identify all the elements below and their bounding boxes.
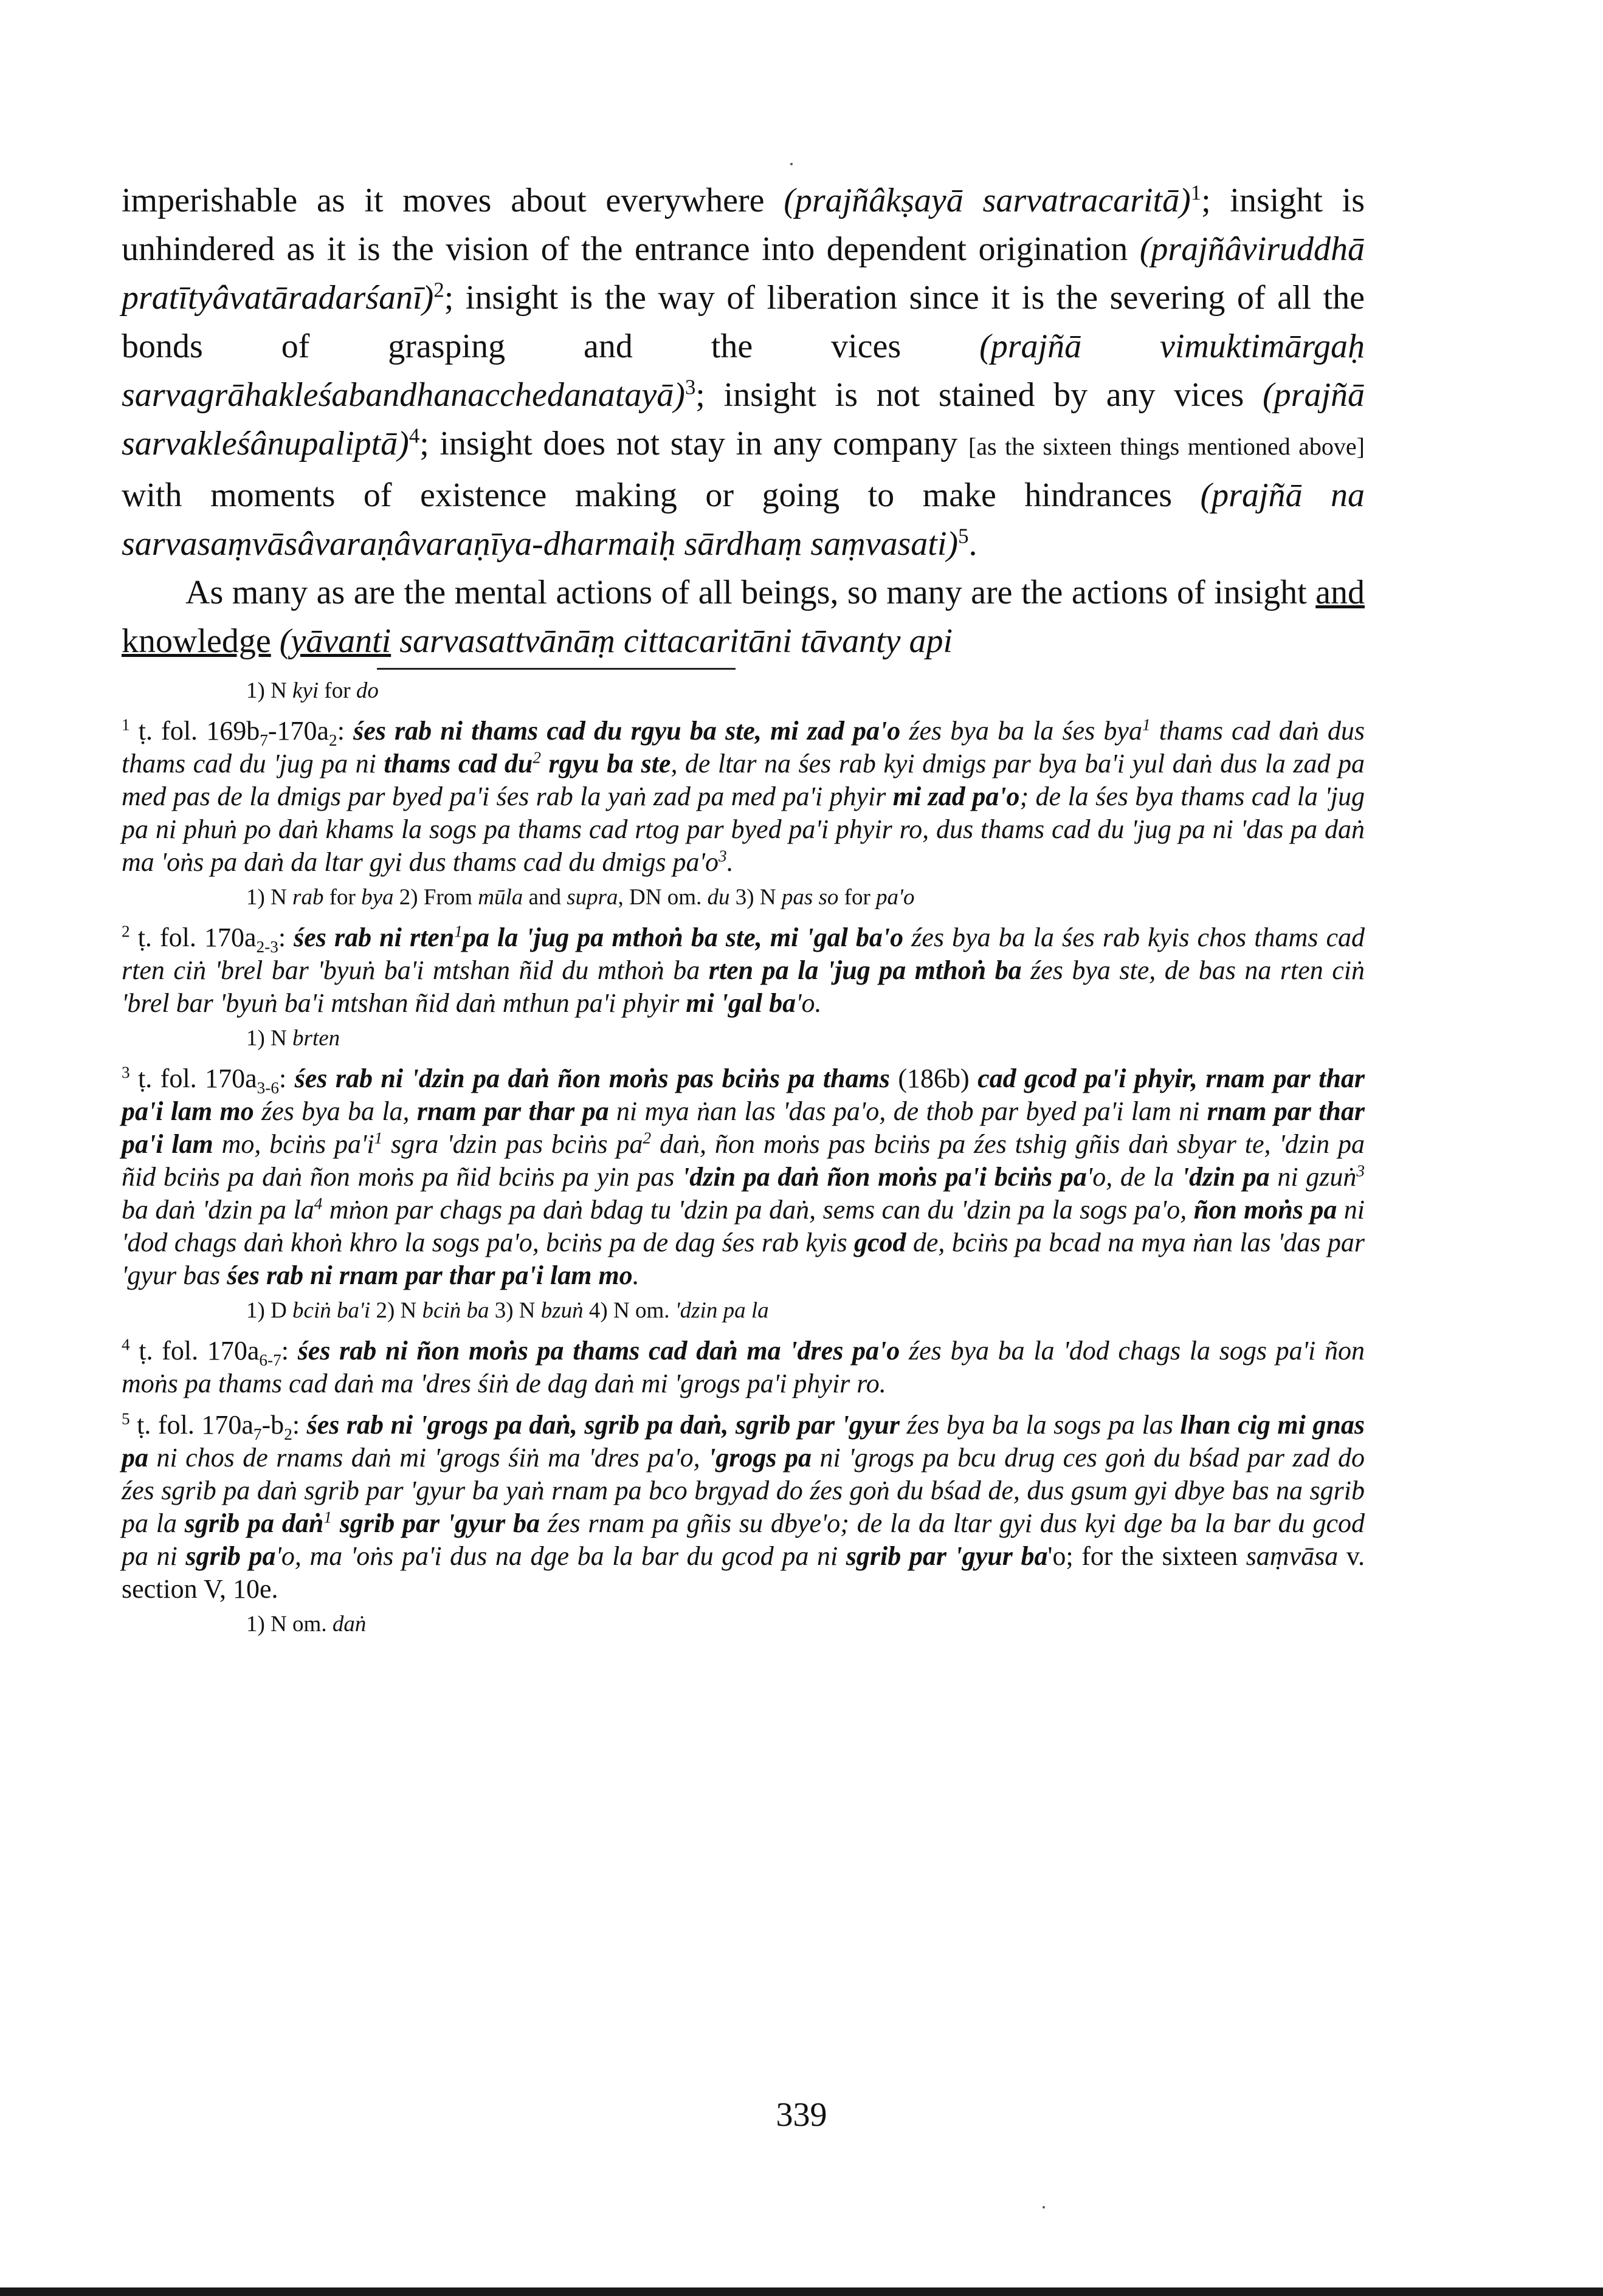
folio-subscript: 7 — [260, 730, 268, 749]
text-run: źes rnam pa gñis su dbye'o; de la da ltar gyi dus kyi dge ba la bar du gcod pa ni — [122, 1508, 1365, 1571]
text-run: supra — [567, 885, 618, 910]
text-run: saṃvāsa — [1246, 1541, 1339, 1571]
text-run: śes rab ni ñon moṅs pa thams cad daṅ ma 'dres pa'o — [297, 1336, 900, 1366]
text-run: mi zad pa'o — [892, 782, 1020, 811]
text-run: ṭ. fol. 169b — [129, 716, 260, 746]
text-run: ṭ. fol. 170a — [129, 1410, 253, 1440]
text-run: , de ltar na śes rab kyi dmigs par bya ba'i yul daṅ dus la zad pa med pas de la dmigs par byed pa'i śes rab la yaṅ zad pa med pa'i phyir — [122, 749, 1365, 811]
text-run: : — [281, 1336, 298, 1366]
body-paragraph — [122, 568, 1365, 665]
text-run: 'dzin pa — [1181, 1162, 1270, 1192]
text-run: ni 'dod chags daṅ khoṅ khro la sogs pa'o, bciṅs pa de dag śes rab kyis — [122, 1195, 1365, 1257]
footnote-5 — [122, 1409, 1365, 1606]
text-run: thams cad daṅ dus thams cad du 'jug pa ni — [122, 716, 1365, 779]
text-run: do — [356, 678, 379, 703]
text-run: 1) D — [246, 1298, 293, 1323]
text-run: gcod — [854, 1228, 906, 1257]
text-run: . — [968, 525, 977, 563]
text-run: -170a — [267, 716, 329, 746]
text-run: śes rab ni 'dzin pa daṅ ñon moṅs pas bciṅs pa thams — [294, 1064, 890, 1093]
footnote-marker: 1 — [323, 1508, 332, 1527]
text-run: for — [319, 678, 356, 703]
text-run: (prajñâkṣayā sarvatracaritā) — [784, 182, 1191, 219]
text-run: ni gzuṅ — [1269, 1162, 1357, 1192]
footnote-2-variants — [122, 1023, 1365, 1054]
text-run: lhan cig mi gnas pa — [122, 1410, 1365, 1473]
text-run: (prajñā na sarvasaṃvāsâvaraṇâvaraṇīya-dharmaiḥ sārdhaṃ saṃvasati) — [122, 476, 1365, 563]
text-run: mo, bciṅs pa'i — [213, 1129, 374, 1159]
text-run: : — [278, 1064, 295, 1093]
text-run: for — [838, 885, 877, 910]
text-run: 1) N om. — [246, 1612, 333, 1637]
text-run: and — [523, 885, 567, 910]
footnote-3 — [122, 1062, 1365, 1292]
text-run: de, bciṅs pa bcad na mya ṅan las 'das par 'gyur bas — [122, 1228, 1365, 1290]
text-run: ṭ. fol. 170a — [129, 1064, 257, 1093]
folio-subscript: 6-7 — [259, 1350, 281, 1369]
text-run: rnam par thar pa'i lam — [122, 1096, 1365, 1159]
folio-subscript: 2 — [329, 730, 337, 749]
text-run: źes bya ba la sogs pa las — [899, 1410, 1181, 1440]
text-run: źes bya ste, de bas na rten ciṅ 'brel bar 'byuṅ ba'i mtshan ñid daṅ mthun pa'i phyir — [122, 955, 1365, 1018]
text-run: 2) N — [370, 1298, 422, 1323]
text-run: źes bya ba la śes bya — [900, 716, 1142, 746]
text-run: 'dzin pa daṅ ñon moṅs pa'i bciṅs pa — [682, 1162, 1087, 1192]
text-run: źes bya ba la 'dod chags la sogs pa'i ñon moṅs pa thams cad daṅ ma 'dres śiṅ de dag daṅ mi 'grogs pa'i phyir ro. — [122, 1336, 1365, 1398]
text-run: ; de la śes bya thams cad la 'jug pa ni phuṅ po daṅ khams la sogs pa thams cad rtog par byed pa'i phyir ro, dus thams cad du 'jug pa ni 'das pa daṅ ma 'oṅs pa daṅ da ltar gyi dus thams cad du dmigs pa'o — [122, 782, 1365, 877]
footnote-marker: 5 — [122, 1409, 130, 1428]
text-run: . — [632, 1260, 639, 1290]
text-run: pa la 'jug pa mthoṅ ba ste, mi 'gal ba'o — [462, 923, 904, 952]
footnote-marker: 4 — [409, 424, 420, 448]
text-run: bciṅ ba — [422, 1298, 489, 1323]
text-run: 3) N — [489, 1298, 541, 1323]
text-run: bzuṅ — [540, 1298, 584, 1323]
text-run: sgra 'dzin pas bciṅs pa — [382, 1129, 643, 1159]
text-run: rnam par thar pa — [416, 1096, 609, 1126]
page-number: 339 — [776, 2096, 827, 2134]
text-run: thams cad du — [384, 749, 533, 779]
text-run: : — [278, 923, 294, 952]
text-run: . — [726, 847, 734, 877]
document-page — [122, 176, 1365, 1645]
footnote-5-variants — [122, 1609, 1365, 1640]
scan-speck — [1043, 2206, 1045, 2208]
text-run: 1) N — [246, 1026, 293, 1051]
text-run: 'o, ma 'oṅs pa'i dus na dge ba la bar du gcod pa ni — [275, 1541, 846, 1571]
text-run: pas so — [781, 885, 839, 910]
text-run: (prajñā sarvakleśânupaliptā) — [122, 376, 1365, 462]
text-run: ni 'grogs pa bcu drug ces goṅ du bśad par zad do źes sgrib pa daṅ sgrib par 'gyur ba yaṅ rnam pa bco brgyad do źes goṅ du bśad de, dus gsum gyi dbye bas na sgrib pa la — [122, 1443, 1365, 1538]
text-run: źes bya ba la, — [253, 1096, 417, 1126]
text-run: kyi — [292, 678, 319, 703]
text-run: bya — [361, 885, 394, 910]
text-run: śes rab ni 'grogs pa daṅ, sgrib pa daṅ, sgrib par 'gyur — [306, 1410, 900, 1440]
footnote-marker: 5 — [958, 524, 969, 548]
text-run: (prajñâviruddhā pratītyâvatāradarśanī) — [122, 230, 1365, 317]
body-paragraph — [122, 176, 1365, 568]
text-run: ; insight does not stay in any company — [419, 425, 968, 462]
text-run: mṅon par chags pa daṅ bdag tu 'dzin pa daṅ, sems can du 'dzin pa la sogs pa'o, — [322, 1195, 1194, 1225]
folio-subscript: 3-6 — [257, 1078, 279, 1097]
folio-subscript: 7 — [253, 1425, 262, 1443]
text-run: : — [292, 1410, 307, 1440]
text-run: sgrib pa daṅ — [184, 1508, 324, 1538]
text-run: : — [337, 716, 354, 746]
text-run: sgrib pa — [185, 1541, 276, 1571]
text-run: źes bya ba la śes rab kyis chos thams cad rten ciṅ 'brel bar 'byuṅ ba'i mtshan ñid du mthoṅ ba — [122, 923, 1365, 985]
text-run: 1) N — [246, 678, 293, 703]
text-run: sgrib par 'gyur ba — [846, 1541, 1048, 1571]
text-run: ; insight is not stained by any vices — [695, 376, 1263, 414]
text-run: brten — [292, 1026, 340, 1051]
text-run: 3) N — [729, 885, 782, 910]
footnote-marker: 1 — [1142, 715, 1151, 734]
text-run: rgyu ba ste — [541, 749, 671, 779]
footnote-3-variants — [122, 1296, 1365, 1326]
text-run: -b — [261, 1410, 284, 1440]
text-run: pa'o — [876, 885, 915, 910]
text-run: ni chos de rnams daṅ mi 'grogs śiṅ ma 'dres pa'o, — [148, 1443, 709, 1473]
text-run: 'o, de la — [1086, 1162, 1182, 1192]
folio-subscript: 2-3 — [256, 937, 278, 956]
main-text-variant-note — [122, 676, 1365, 706]
footnote-marker: 1 — [374, 1129, 383, 1147]
footnote-marker: 4 — [314, 1194, 323, 1213]
text-run: cad gcod pa'i phyir, rnam par thar pa'i lam mo — [122, 1064, 1365, 1126]
footnote-marker: 3 — [718, 847, 727, 865]
text-run: with moments of existence making or going to make hindrances — [122, 476, 1201, 514]
footnote-marker: 4 — [122, 1335, 130, 1354]
footnote-separator-rule — [377, 668, 736, 670]
scan-edge — [0, 2287, 1603, 2296]
text-run: daṅ — [332, 1612, 367, 1637]
footnote-marker: 1 — [1190, 180, 1202, 205]
text-run: śes rab ni rten — [294, 923, 455, 952]
text-run: ; insight is the way of liberation since it is the severing of all the bonds of grasping and the vices — [122, 279, 1365, 365]
footnote-1-variants — [122, 882, 1365, 913]
text-run: śes rab ni rnam par thar pa'i lam mo — [227, 1260, 633, 1290]
footnote-4 — [122, 1335, 1365, 1400]
text-run: 'o. — [796, 988, 822, 1018]
footnote-marker: 1 — [454, 922, 463, 941]
text-run: 4) N om. — [583, 1298, 675, 1323]
text-run: and knowledge — [122, 574, 1365, 660]
footnote-1 — [122, 715, 1365, 879]
text-run: (186b) — [889, 1064, 978, 1093]
text-run: śes rab ni thams cad du rgyu ba ste, mi zad pa'o — [353, 716, 901, 746]
text-run: (yāvanti — [279, 622, 391, 660]
text-run: rab — [292, 885, 324, 910]
folio-subscript: 2 — [284, 1425, 292, 1443]
text-run: ba daṅ 'dzin pa la — [122, 1195, 314, 1225]
scan-speck — [790, 163, 793, 165]
text-run: 'dzin pa la — [675, 1298, 769, 1323]
text-run: sgrib par 'gyur ba — [331, 1508, 540, 1538]
text-run: ; insight is unhindered as it is the vision of the entrance into dependent origination — [122, 182, 1365, 268]
footnote-2 — [122, 921, 1365, 1020]
text-run: ṭ. fol. 170a — [129, 923, 257, 952]
text-run: 'grogs pa — [708, 1443, 812, 1473]
text-run: du — [707, 885, 730, 910]
text-run: ni mya ṅan las 'das pa'o, de thob par byed pa'i lam ni — [608, 1096, 1207, 1126]
footnote-marker: 2 — [643, 1129, 652, 1147]
text-run: rten pa la 'jug pa mthoṅ ba — [708, 955, 1022, 985]
text-run: v. section V, 10e. — [122, 1541, 1365, 1604]
footnote-marker: 2 — [433, 278, 444, 302]
text-run: bciṅ ba'i — [292, 1298, 371, 1323]
text-run: sarvasattvānāṃ cittacaritāni tāvanty api — [391, 622, 953, 660]
text-run: daṅ, ñon moṅs pas bciṅs pa źes tshig gñis daṅ sbyar te, 'dzin pa ñid bciṅs pa daṅ ñon moṅs pa ñid bciṅs pa yin pas — [122, 1129, 1365, 1192]
text-run: ṭ. fol. 170a — [129, 1336, 260, 1366]
footnote-marker: 1 — [122, 715, 130, 734]
text-run: mi 'gal ba — [686, 988, 796, 1018]
footnote-marker: 3 — [1356, 1161, 1365, 1180]
text-run: mūla — [478, 885, 523, 910]
footnote-marker: 2 — [533, 748, 542, 767]
text-run: for — [323, 885, 362, 910]
text-run: ñon moṅs pa — [1193, 1195, 1337, 1225]
text-run: imperishable as it moves about everywhere — [122, 182, 784, 219]
footnote-marker: 2 — [122, 922, 130, 941]
text-run: 'o; for the sixteen — [1047, 1541, 1246, 1571]
text-run: [as the sixteen things mentioned above] — [968, 433, 1365, 460]
text-run: 2) From — [393, 885, 478, 910]
text-run: (prajñā vimuktimārgaḥ sarvagrāhakleśabandhanacchedanatayā) — [122, 328, 1365, 414]
footnote-marker: 3 — [684, 375, 696, 399]
text-run — [271, 622, 280, 660]
text-run: As many as are the mental actions of all beings, so many are the actions of insight — [185, 574, 1316, 611]
text-run: , DN om. — [618, 885, 708, 910]
footnote-marker: 3 — [122, 1063, 130, 1082]
text-run: 1) N — [246, 885, 293, 910]
